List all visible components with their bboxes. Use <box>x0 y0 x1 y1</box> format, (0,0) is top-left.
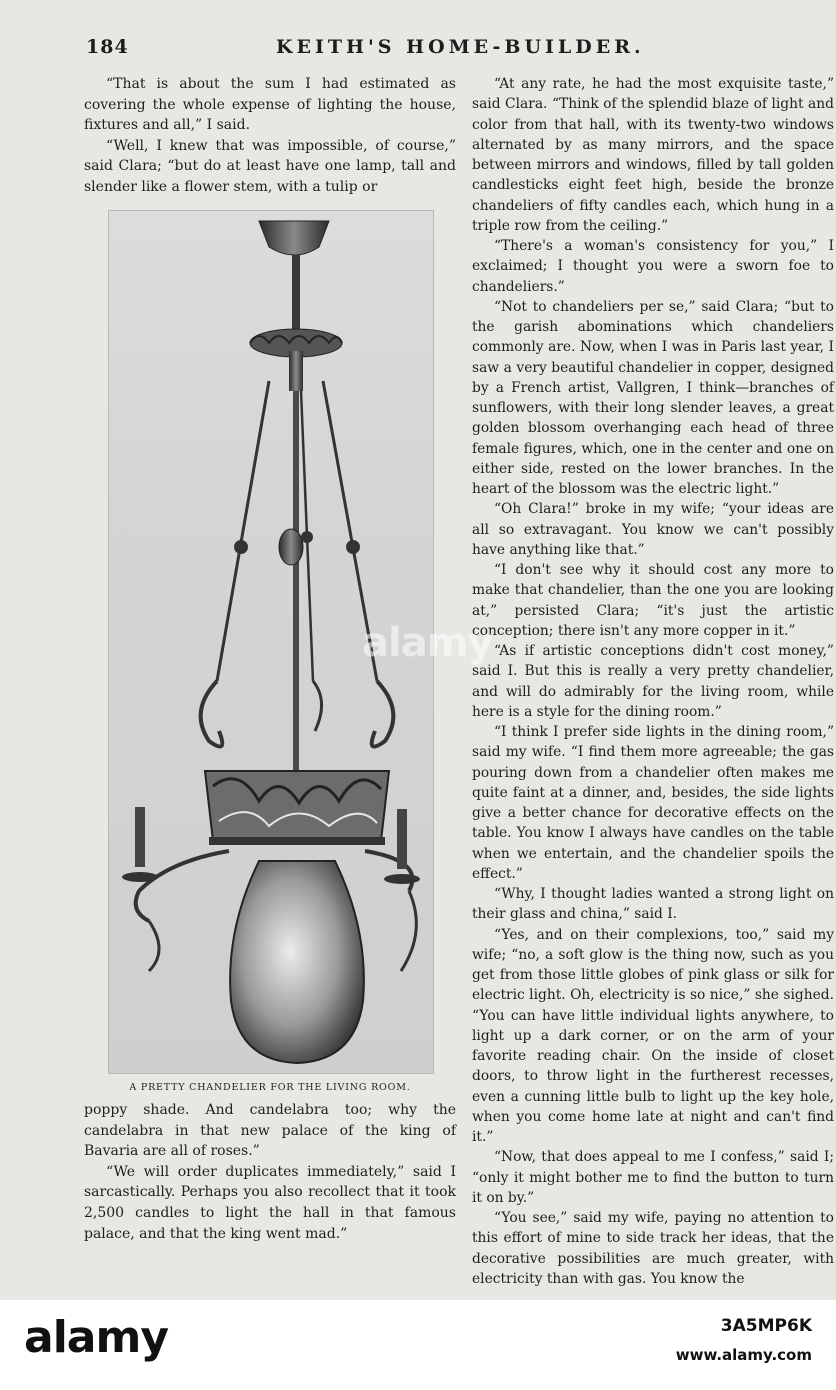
paragraph: “We will order duplicates immediately,” said I sarcastically. Perhaps you also recollect that it took 2,500 candles to light the hall in that famous palace, and that the king went mad.” <box>84 1163 456 1242</box>
paragraph: “Yes, and on their complexions, too,” said my wife; “no, a soft glow is the thing now, such as you get from those little globes of pink glass or silk for electric light. Oh, electricity is so nice,” she sighed. “You can have little individual lights anywhere, to light up a dark corner, or on the arm of your favorite reading chair. On the inside of closet doors, to throw light in the furtherest recesses, even a cunning little bulb to light up the key hole, when you come home late at night and can't find it.” <box>472 926 834 1145</box>
left-column-top <box>84 74 456 198</box>
paragraph: “Why, I thought ladies wanted a strong light on their glass and china,” said I. <box>472 886 834 923</box>
watermark-url: www.alamy.com <box>675 1346 812 1364</box>
photo-caption: A PRETTY CHANDELIER FOR THE LIVING ROOM. <box>129 1082 411 1093</box>
watermark-overlay: alamy <box>362 620 493 666</box>
alamy-logo: alamy <box>24 1312 168 1363</box>
magazine-title: KEITH'S HOME-BUILDER. <box>276 36 645 58</box>
paragraph: “Oh Clara!” broke in my wife; “your ideas are all so extravagant. You know we can't possibly have anything like that.” <box>472 501 834 558</box>
paragraph: “You see,” said my wife, paying no attention to this effort of mine to side track her ideas, that the decorative possibilities are much greater, with electricity than with gas. You know the <box>472 1210 834 1287</box>
paragraph: “I think I prefer side lights in the dining room,” said my wife. “I find them more agreeable; the gas pouring down from a chandelier often makes me quite faint at a dinner, and, besides, the side lights give a better chance for decorative effects on the table. You know I always have candles on the table when we entertain, and the chandelier spoils the effect.” <box>472 724 834 882</box>
paragraph: “As if artistic conceptions didn't cost money,” said I. But this is really a very pretty chandelier, and will do admirably for the living room, while here is a style for the dining room.” <box>472 643 834 720</box>
image-id: 3A5MP6K <box>720 1316 812 1336</box>
paragraph: “At any rate, he had the most exquisite taste,” said Clara. “Think of the splendid blaze of light and color from that hall, with its twenty-two windows alternated by as many mirrors, and the space between mirrors and windows, filled by tall golden candlesticks eight feet high, beside the bronze chandeliers of fifty candles each, which hung in a triple row from the ceiling.” <box>472 76 834 234</box>
paragraph: “I don't see why it should cost any more to make that chandelier, than the one you are looking at,” persisted Clara; “it's just the artistic conception; there isn't any more copper in it.” <box>472 562 834 639</box>
right-column <box>472 74 834 1289</box>
paragraph: “Not to chandeliers per se,” said Clara; “but to the garish abominations which chandeliers commonly are. Now, when I was in Paris last year, I saw a very beautiful chandelier in copper, designed by a French artist, Vallgren, I think—branches of sunflowers, with their long slender leaves, a great golden blossom overhanging each head of three female figures, which, one in the center and one on either side, rested on the lower branches. In the heart of the blossom was the electric light.” <box>472 298 834 497</box>
paragraph: poppy shade. And candelabra too; why the candelabra in that new palace of the king of Bavaria are all of roses.” <box>84 1102 456 1160</box>
left-column-bottom <box>84 1100 456 1244</box>
paragraph: “Well, I knew that was impossible, of course,” said Clara; “but do at least have one lamp, tall and slender like a flower stem, with a tulip or <box>84 137 456 195</box>
paragraph: “That is about the sum I had estimated as covering the whole expense of lighting the house, fixtures and all,” I said. <box>84 76 456 134</box>
running-header <box>86 32 832 62</box>
page-number: 184 <box>86 36 129 58</box>
paragraph: “There's a woman's consistency for you,” I exclaimed; I thought you were a sworn foe to chandeliers.” <box>472 238 834 295</box>
paragraph: “Now, that does appeal to me I confess,” said I; “only it might bother me to find the button to turn it on by.” <box>472 1149 834 1206</box>
